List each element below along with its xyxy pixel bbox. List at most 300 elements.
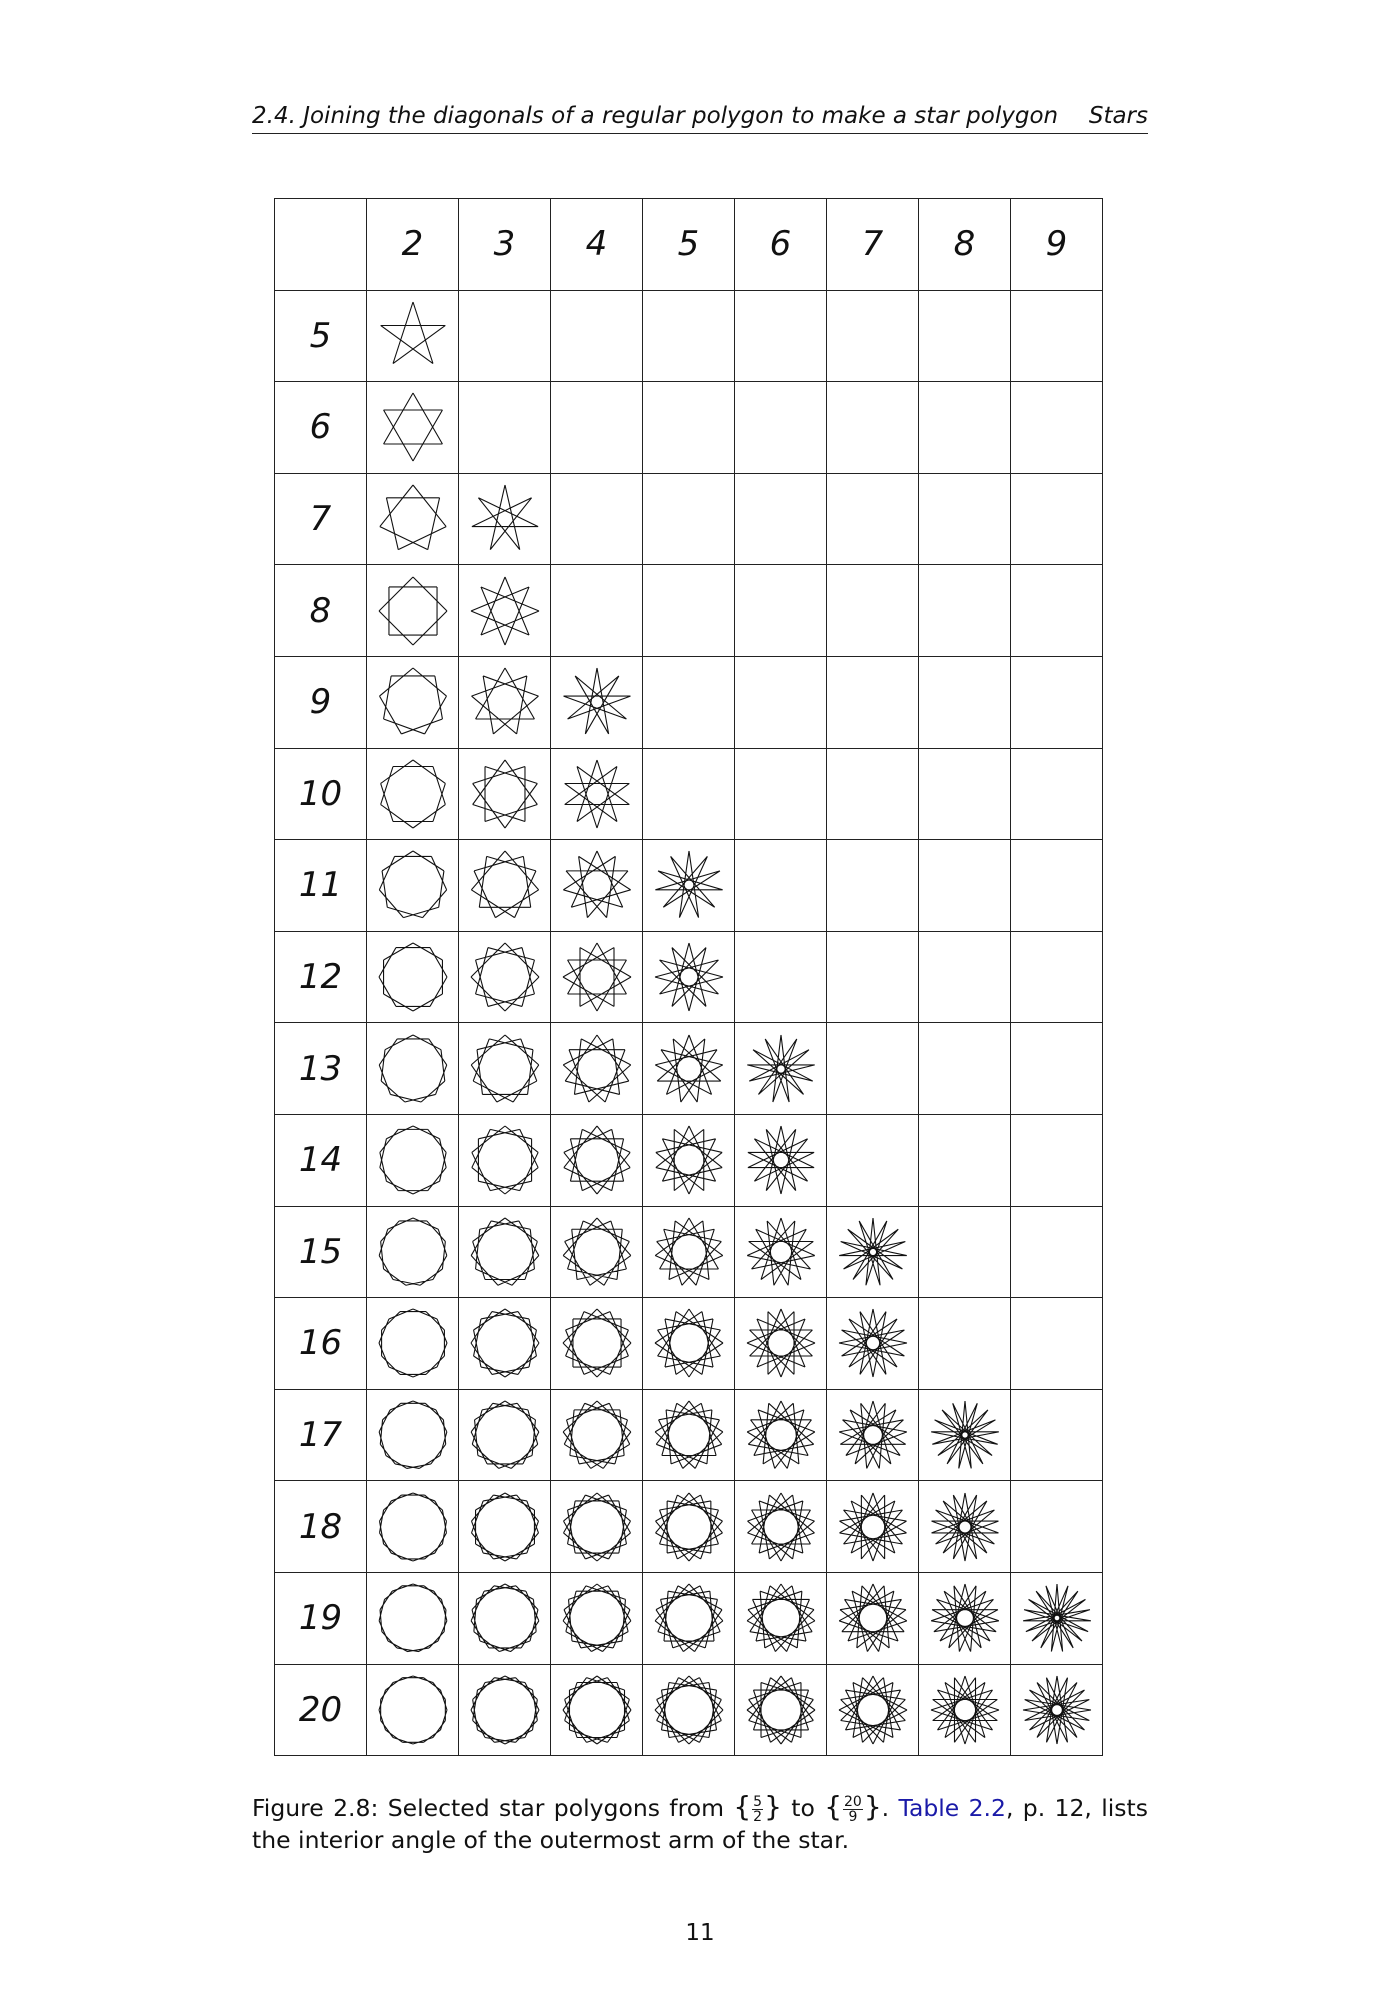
table-row (275, 290, 1103, 382)
empty-cell (919, 1206, 1011, 1298)
empty-cell (1011, 656, 1103, 748)
empty-cell (643, 565, 735, 657)
star-polygon-12-5-icon (650, 938, 728, 1016)
star-polygon-cell (551, 1023, 643, 1115)
star-polygon-19-8-icon (926, 1579, 1004, 1657)
star-polygon-17-4-icon (558, 1396, 636, 1474)
star-polygon-lines (655, 1126, 721, 1194)
star-polygon-lines (379, 1401, 447, 1468)
from-numerator: 5 (753, 1794, 763, 1810)
empty-cell (827, 748, 919, 840)
star-polygon-cell (551, 656, 643, 748)
empty-cell (827, 1114, 919, 1206)
star-polygon-8-2-icon (374, 572, 452, 650)
star-polygon-cell (643, 840, 735, 932)
star-polygon-lines (655, 851, 722, 918)
star-polygon-lines (379, 1493, 446, 1561)
empty-cell (827, 840, 919, 932)
star-polygon-cell (459, 656, 551, 748)
star-polygon-16-7-icon (834, 1304, 912, 1382)
figure-caption: Figure 2.8: Selected star polygons from { $\frac{5}{2}$ } to { $\frac{20}{9}$ }. Table 2.2, p. 12, lists the interior angle of the outermost arm of the star. (252, 1790, 1148, 1854)
star-polygon-lines (379, 1584, 447, 1652)
star-polygon-cell (735, 1664, 827, 1756)
star-polygon-18-6-icon (742, 1488, 820, 1566)
to-fraction (843, 1795, 863, 1824)
row-label: 16 (275, 1298, 367, 1390)
star-polygon-13-3-icon (466, 1030, 544, 1108)
to-denominator: 9 (848, 1809, 858, 1825)
brace-open: { (824, 1790, 843, 1823)
empty-cell (735, 473, 827, 565)
star-polygon-15-5-icon (650, 1213, 728, 1291)
star-polygon-lines (563, 1584, 631, 1652)
empty-cell (1011, 1298, 1103, 1390)
star-polygon-13-2-icon (374, 1030, 452, 1108)
star-polygon-cell (551, 1664, 643, 1756)
brace-close: } (764, 1790, 782, 1823)
star-polygon-20-3-icon (466, 1671, 544, 1749)
corner-cell (275, 199, 367, 291)
star-polygon-16-4-icon (558, 1304, 636, 1382)
row-label: 20 (275, 1664, 367, 1756)
star-polygon-lines (472, 760, 537, 828)
star-polygon-lines (563, 1676, 631, 1744)
star-polygon-lines (655, 1676, 723, 1744)
row-label: 7 (275, 473, 367, 565)
star-polygon-lines (471, 577, 539, 645)
star-polygon-lines (563, 851, 630, 918)
star-polygon-cell (827, 1481, 919, 1573)
star-polygon-cell (367, 290, 459, 382)
empty-cell (1011, 748, 1103, 840)
caption-text-after: , p. 12, lists the interior angle of the outermost arm of the star. (252, 1794, 1148, 1854)
star-polygon-lines (380, 302, 445, 364)
empty-cell (919, 382, 1011, 474)
star-polygon-lines (380, 760, 445, 828)
star-polygon-lines (655, 1493, 722, 1561)
page-number: 11 (685, 1920, 715, 1946)
star-polygon-lines (471, 1493, 538, 1561)
star-polygon-20-2-icon (374, 1671, 452, 1749)
empty-cell (459, 290, 551, 382)
star-polygon-19-2-icon (374, 1579, 452, 1657)
star-polygon-14-6-icon (742, 1121, 820, 1199)
row-label: 12 (275, 931, 367, 1023)
empty-cell (735, 931, 827, 1023)
row-label: 6 (275, 382, 367, 474)
star-polygon-19-9-icon (1018, 1579, 1096, 1657)
star-polygon-13-6-icon (742, 1030, 820, 1108)
star-polygon-18-4-icon (558, 1488, 636, 1566)
caption-text-to: to (791, 1794, 815, 1822)
star-polygon-cell (459, 1023, 551, 1115)
star-polygon-10-4-icon (558, 755, 636, 833)
star-polygon-14-5-icon (650, 1121, 728, 1199)
star-polygon-lines (747, 1126, 813, 1194)
star-polygon-cell (367, 1298, 459, 1390)
star-polygon-cell (643, 1298, 735, 1390)
star-polygon-cell (551, 1572, 643, 1664)
star-polygon-lines (564, 760, 629, 828)
star-polygon-lines (383, 393, 442, 461)
star-polygon-cell (827, 1664, 919, 1756)
star-polygon-lines (471, 943, 539, 1011)
star-polygon-lines (471, 851, 538, 918)
star-polygon-20-8-icon (926, 1671, 1004, 1749)
table-reference-link[interactable]: Table 2.2 (898, 1794, 1006, 1822)
star-polygon-16-3-icon (466, 1304, 544, 1382)
star-polygon-12-4-icon (558, 938, 636, 1016)
star-polygon-lines (563, 1309, 631, 1377)
empty-cell (643, 748, 735, 840)
star-polygon-lines (379, 943, 447, 1011)
star-polygon-lines (471, 1309, 539, 1377)
star-polygon-17-8-icon (926, 1396, 1004, 1474)
star-polygon-cell (919, 1481, 1011, 1573)
caption-text-before: Selected star polygons from (387, 1794, 724, 1822)
star-polygon-lines (747, 1493, 814, 1561)
star-polygon-cell (735, 1206, 827, 1298)
empty-cell (827, 656, 919, 748)
table-row (275, 565, 1103, 657)
table-row (275, 1664, 1103, 1756)
star-polygon-cell (1011, 1664, 1103, 1756)
star-polygon-cell (643, 1023, 735, 1115)
star-polygon-cell (367, 382, 459, 474)
empty-cell (827, 290, 919, 382)
star-polygon-13-4-icon (558, 1030, 636, 1108)
star-polygon-lines (839, 1309, 907, 1377)
column-header: 6 (735, 199, 827, 291)
star-polygon-7-2-icon (374, 480, 452, 558)
column-header: 3 (459, 199, 551, 291)
star-polygon-14-2-icon (374, 1121, 452, 1199)
star-polygon-20-7-icon (834, 1671, 912, 1749)
star-polygon-cell (643, 1572, 735, 1664)
star-polygon-cell (827, 1298, 919, 1390)
star-polygon-lines (839, 1401, 907, 1468)
empty-cell (1011, 931, 1103, 1023)
star-polygon-lines (379, 1218, 447, 1285)
brace-close: } (863, 1790, 882, 1823)
table-row (275, 1114, 1103, 1206)
star-polygon-7-3-icon (466, 480, 544, 558)
table-row (275, 840, 1103, 932)
star-polygon-lines (563, 1218, 631, 1285)
empty-cell (1011, 1114, 1103, 1206)
star-polygon-cell (827, 1572, 919, 1664)
star-polygon-cell (643, 1664, 735, 1756)
star-polygon-lines (563, 1401, 631, 1468)
star-polygon-cell (919, 1572, 1011, 1664)
star-polygon-12-2-icon (374, 938, 452, 1016)
row-label: 8 (275, 565, 367, 657)
row-label: 19 (275, 1572, 367, 1664)
star-polygon-lines (655, 943, 723, 1011)
star-polygon-cell (643, 1389, 735, 1481)
from-denominator: 2 (753, 1809, 763, 1825)
star-polygon-6-2-icon (374, 388, 452, 466)
star-polygon-15-3-icon (466, 1213, 544, 1291)
star-polygon-lines (747, 1676, 815, 1744)
star-polygon-lines (379, 577, 447, 645)
table-row (275, 748, 1103, 840)
star-polygon-cell (735, 1572, 827, 1664)
empty-cell (919, 565, 1011, 657)
star-polygon-lines (379, 1035, 447, 1102)
star-polygon-18-8-icon (926, 1488, 1004, 1566)
star-polygon-11-5-icon (650, 846, 728, 924)
row-label: 13 (275, 1023, 367, 1115)
star-polygon-cell (459, 1389, 551, 1481)
star-polygon-lines (747, 1584, 815, 1652)
empty-cell (1011, 1389, 1103, 1481)
star-polygon-20-9-icon (1018, 1671, 1096, 1749)
star-polygon-5-2-icon (374, 297, 452, 375)
section-title: 2.4. Joining the diagonals of a regular polygon to make a star polygon (252, 103, 1059, 129)
star-polygon-lines (379, 485, 445, 550)
star-polygon-11-3-icon (466, 846, 544, 924)
caption-label: Figure 2.8: (252, 1794, 379, 1822)
empty-cell (919, 748, 1011, 840)
star-polygon-cell (919, 1664, 1011, 1756)
star-polygon-cell (735, 1023, 827, 1115)
star-polygon-15-4-icon (558, 1213, 636, 1291)
table-row (275, 382, 1103, 474)
star-polygon-cell (551, 1481, 643, 1573)
star-polygon-cell (367, 748, 459, 840)
star-polygon-lines (655, 1035, 723, 1102)
star-polygon-17-3-icon (466, 1396, 544, 1474)
star-polygon-16-6-icon (742, 1304, 820, 1382)
star-polygon-17-6-icon (742, 1396, 820, 1474)
star-polygon-lines (379, 1676, 447, 1744)
star-polygon-cell (551, 1114, 643, 1206)
star-polygon-cell (367, 656, 459, 748)
star-polygon-10-3-icon (466, 755, 544, 833)
star-polygon-cell (459, 1114, 551, 1206)
star-polygon-lines (563, 1126, 629, 1194)
header-row (275, 199, 1103, 291)
star-polygon-20-6-icon (742, 1671, 820, 1749)
empty-cell (643, 656, 735, 748)
empty-cell (827, 473, 919, 565)
star-polygon-16-5-icon (650, 1304, 728, 1382)
star-polygon-19-6-icon (742, 1579, 820, 1657)
star-polygon-15-6-icon (742, 1213, 820, 1291)
star-polygon-cell (735, 1389, 827, 1481)
star-polygon-17-2-icon (374, 1396, 452, 1474)
star-polygon-cell (735, 1481, 827, 1573)
star-polygon-cell (459, 1481, 551, 1573)
star-polygon-lines (471, 1126, 537, 1194)
star-polygon-lines (931, 1584, 999, 1652)
empty-cell (735, 840, 827, 932)
empty-cell (459, 382, 551, 474)
star-polygon-18-7-icon (834, 1488, 912, 1566)
star-polygon-18-3-icon (466, 1488, 544, 1566)
star-polygon-cell (459, 565, 551, 657)
star-polygon-lines (471, 1035, 539, 1102)
star-polygon-lines (747, 1218, 815, 1285)
star-polygon-cell (643, 1114, 735, 1206)
star-polygon-cell (459, 473, 551, 565)
empty-cell (827, 1023, 919, 1115)
empty-cell (919, 931, 1011, 1023)
star-polygon-lines (931, 1676, 999, 1744)
star-polygon-cell (459, 1664, 551, 1756)
star-polygon-cell (643, 1481, 735, 1573)
star-polygon-cell (551, 1298, 643, 1390)
star-polygon-table (274, 198, 1103, 1756)
star-polygon-11-2-icon (374, 846, 452, 924)
star-polygon-cell (551, 1206, 643, 1298)
star-polygon-lines (655, 1309, 723, 1377)
star-polygon-10-2-icon (374, 755, 452, 833)
star-polygon-15-7-icon (834, 1213, 912, 1291)
empty-cell (919, 473, 1011, 565)
star-polygon-lines (379, 1126, 445, 1194)
empty-cell (1011, 1206, 1103, 1298)
star-polygon-cell (459, 1572, 551, 1664)
star-polygon-19-3-icon (466, 1579, 544, 1657)
star-polygon-lines (471, 1401, 539, 1468)
star-polygon-cell (551, 931, 643, 1023)
empty-cell (735, 290, 827, 382)
star-polygon-lines (1023, 1676, 1091, 1744)
empty-cell (827, 382, 919, 474)
star-polygon-11-4-icon (558, 846, 636, 924)
star-polygon-lines (931, 1493, 998, 1561)
table-row (275, 1023, 1103, 1115)
empty-cell (735, 382, 827, 474)
star-polygon-lines (839, 1676, 907, 1744)
empty-cell (1011, 290, 1103, 382)
star-polygon-lines (655, 1218, 723, 1285)
star-polygon-9-3-icon (466, 663, 544, 741)
star-polygon-lines (839, 1218, 907, 1285)
star-polygon-cell (367, 565, 459, 657)
star-polygon-cell (459, 840, 551, 932)
empty-cell (1011, 565, 1103, 657)
table-row (275, 931, 1103, 1023)
star-polygon-cell (367, 840, 459, 932)
empty-cell (919, 1023, 1011, 1115)
star-polygon-17-5-icon (650, 1396, 728, 1474)
table-row (275, 473, 1103, 565)
star-polygon-cell (551, 840, 643, 932)
table-row (275, 1572, 1103, 1664)
table-row (275, 1389, 1103, 1481)
empty-cell (643, 382, 735, 474)
star-polygon-cell (459, 1298, 551, 1390)
star-polygon-cell (459, 1206, 551, 1298)
star-polygon-8-3-icon (466, 572, 544, 650)
star-polygon-13-5-icon (650, 1030, 728, 1108)
star-polygon-cell (367, 1572, 459, 1664)
star-polygon-16-2-icon (374, 1304, 452, 1382)
star-polygon-lines (471, 1584, 539, 1652)
star-polygon-19-7-icon (834, 1579, 912, 1657)
star-polygon-20-4-icon (558, 1671, 636, 1749)
empty-cell (735, 656, 827, 748)
column-header: 2 (367, 199, 459, 291)
star-polygon-cell (367, 931, 459, 1023)
to-numerator: 20 (844, 1794, 862, 1810)
empty-cell (919, 290, 1011, 382)
star-polygon-cell (551, 1389, 643, 1481)
brace-open: { (733, 1790, 752, 1823)
empty-cell (551, 290, 643, 382)
star-polygon-lines (471, 1676, 539, 1744)
star-polygon-lines (1023, 1584, 1091, 1652)
star-polygon-9-4-icon (558, 663, 636, 741)
star-polygon-12-3-icon (466, 938, 544, 1016)
table-row (275, 1481, 1103, 1573)
star-polygon-cell (367, 1389, 459, 1481)
column-header: 7 (827, 199, 919, 291)
star-polygon-cell (367, 473, 459, 565)
star-polygon-lines (563, 668, 630, 734)
empty-cell (1011, 382, 1103, 474)
star-polygon-lines (471, 668, 538, 734)
star-polygon-lines (747, 1309, 815, 1377)
empty-cell (735, 565, 827, 657)
star-polygon-lines (471, 1218, 539, 1285)
star-polygon-lines (563, 1493, 630, 1561)
row-label: 11 (275, 840, 367, 932)
column-header: 8 (919, 199, 1011, 291)
empty-cell (919, 656, 1011, 748)
star-polygon-cell (827, 1389, 919, 1481)
star-polygon-lines (379, 1309, 447, 1377)
star-polygon-lines (747, 1401, 815, 1468)
star-polygon-lines (379, 668, 446, 734)
column-header: 5 (643, 199, 735, 291)
star-polygon-19-4-icon (558, 1579, 636, 1657)
star-polygon-lines (839, 1493, 906, 1561)
star-polygon-lines (931, 1401, 999, 1468)
table-body (275, 290, 1103, 1756)
empty-cell (551, 565, 643, 657)
empty-cell (551, 382, 643, 474)
star-polygon-cell (367, 1206, 459, 1298)
empty-cell (643, 473, 735, 565)
star-polygon-20-5-icon (650, 1671, 728, 1749)
empty-cell (643, 290, 735, 382)
empty-cell (919, 840, 1011, 932)
star-polygon-14-4-icon (558, 1121, 636, 1199)
empty-cell (919, 1114, 1011, 1206)
star-polygon-18-2-icon (374, 1488, 452, 1566)
empty-cell (735, 748, 827, 840)
row-label: 18 (275, 1481, 367, 1573)
star-polygon-cell (1011, 1572, 1103, 1664)
star-polygon-18-5-icon (650, 1488, 728, 1566)
star-polygon-cell (919, 1389, 1011, 1481)
star-polygon-19-5-icon (650, 1579, 728, 1657)
star-polygon-lines (379, 851, 446, 918)
column-header: 4 (551, 199, 643, 291)
row-label: 5 (275, 290, 367, 382)
star-polygon-15-2-icon (374, 1213, 452, 1291)
row-label: 17 (275, 1389, 367, 1481)
row-label: 10 (275, 748, 367, 840)
star-polygon-cell (735, 1114, 827, 1206)
empty-cell (1011, 840, 1103, 932)
star-polygon-lines (471, 485, 537, 550)
from-fraction (752, 1795, 763, 1824)
